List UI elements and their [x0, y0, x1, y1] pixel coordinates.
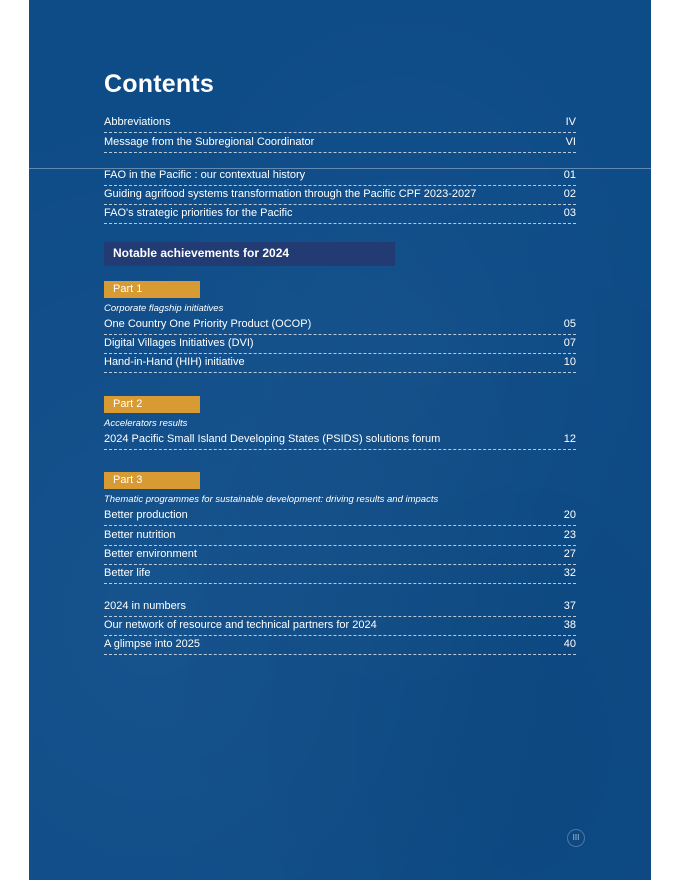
- toc-entry-better-nutrition[interactable]: [104, 526, 576, 546]
- part-2-subtitle: Accelerators results: [104, 418, 188, 429]
- toc-entry-title: Hand-in-Hand (HIH) initiative: [104, 356, 245, 368]
- toc-entry-better-life[interactable]: [104, 564, 576, 584]
- toc-entry-abbreviations[interactable]: [104, 113, 576, 133]
- toc-entry-title: A glimpse into 2025: [104, 638, 201, 650]
- toc-entry-page: 20: [563, 509, 576, 521]
- page-number: III: [567, 829, 585, 847]
- toc-entry-guiding-transformation[interactable]: [104, 185, 576, 205]
- toc-entry-hih[interactable]: [104, 353, 576, 373]
- toc-entry-title: Our network of resource and technical partners for 2024: [104, 619, 377, 631]
- part-1-subtitle: Corporate flagship initiatives: [104, 303, 224, 314]
- toc-entry-page: 27: [563, 548, 576, 560]
- toc-entry-title: Better production: [104, 509, 188, 521]
- toc-entry-title: Message from the Subregional Coordinator: [104, 136, 315, 148]
- toc-entry-title: Better life: [104, 567, 151, 579]
- toc-entry-page: 38: [563, 619, 576, 631]
- part-2-badge: Part 2: [104, 396, 200, 413]
- part-3-badge: Part 3: [104, 472, 200, 489]
- toc-entry-title: Abbreviations: [104, 116, 171, 128]
- page-title: Contents: [104, 70, 214, 98]
- toc-entry-page: 40: [563, 638, 576, 650]
- toc-entry-title: FAO in the Pacific : our contextual history: [104, 169, 306, 181]
- toc-entry-partners[interactable]: [104, 616, 576, 636]
- toc-entry-title: Digital Villages Initiatives (DVI): [104, 337, 254, 349]
- toc-entry-page: 07: [563, 337, 576, 349]
- toc-entry-title: Better nutrition: [104, 529, 176, 541]
- toc-entry-title: Guiding agrifood systems transformation through the Pacific CPF 2023-2027: [104, 188, 477, 200]
- toc-entry-ocop[interactable]: [104, 315, 576, 335]
- toc-entry-title: 2024 Pacific Small Island Developing States (PSIDS) solutions forum: [104, 433, 441, 445]
- contents-page: [29, 0, 651, 880]
- part-3-subtitle: Thematic programmes for sustainable development: driving results and impacts: [104, 494, 439, 505]
- toc-entry-page: VI: [565, 136, 576, 148]
- toc-entry-title: One Country One Priority Product (OCOP): [104, 318, 312, 330]
- toc-entry-page: 05: [563, 318, 576, 330]
- toc-entry-better-production[interactable]: [104, 506, 576, 526]
- toc-entry-title: FAO's strategic priorities for the Pacific: [104, 207, 293, 219]
- toc-entry-page: 37: [563, 600, 576, 612]
- toc-entry-dvi[interactable]: [104, 334, 576, 354]
- toc-entry-page: 01: [563, 169, 576, 181]
- toc-entry-page: IV: [565, 116, 576, 128]
- toc-entry-in-numbers[interactable]: [104, 597, 576, 617]
- part-1-badge: Part 1: [104, 281, 200, 298]
- toc-entry-contextual-history[interactable]: [104, 166, 576, 186]
- toc-entry-message[interactable]: [104, 133, 576, 153]
- toc-entry-page: 02: [563, 188, 576, 200]
- toc-entry-page: 03: [563, 207, 576, 219]
- toc-entry-better-environment[interactable]: [104, 545, 576, 565]
- toc-entry-page: 12: [563, 433, 576, 445]
- toc-entry-strategic-priorities[interactable]: [104, 204, 576, 224]
- toc-entry-title: Better environment: [104, 548, 197, 560]
- toc-entry-page: 23: [563, 529, 576, 541]
- toc-entry-title: 2024 in numbers: [104, 600, 186, 612]
- notable-achievements-heading: Notable achievements for 2024: [104, 242, 395, 266]
- toc-entry-glimpse-2025[interactable]: [104, 635, 576, 655]
- toc-entry-page: 10: [563, 356, 576, 368]
- toc-entry-psids-forum[interactable]: [104, 430, 576, 450]
- toc-entry-page: 32: [563, 567, 576, 579]
